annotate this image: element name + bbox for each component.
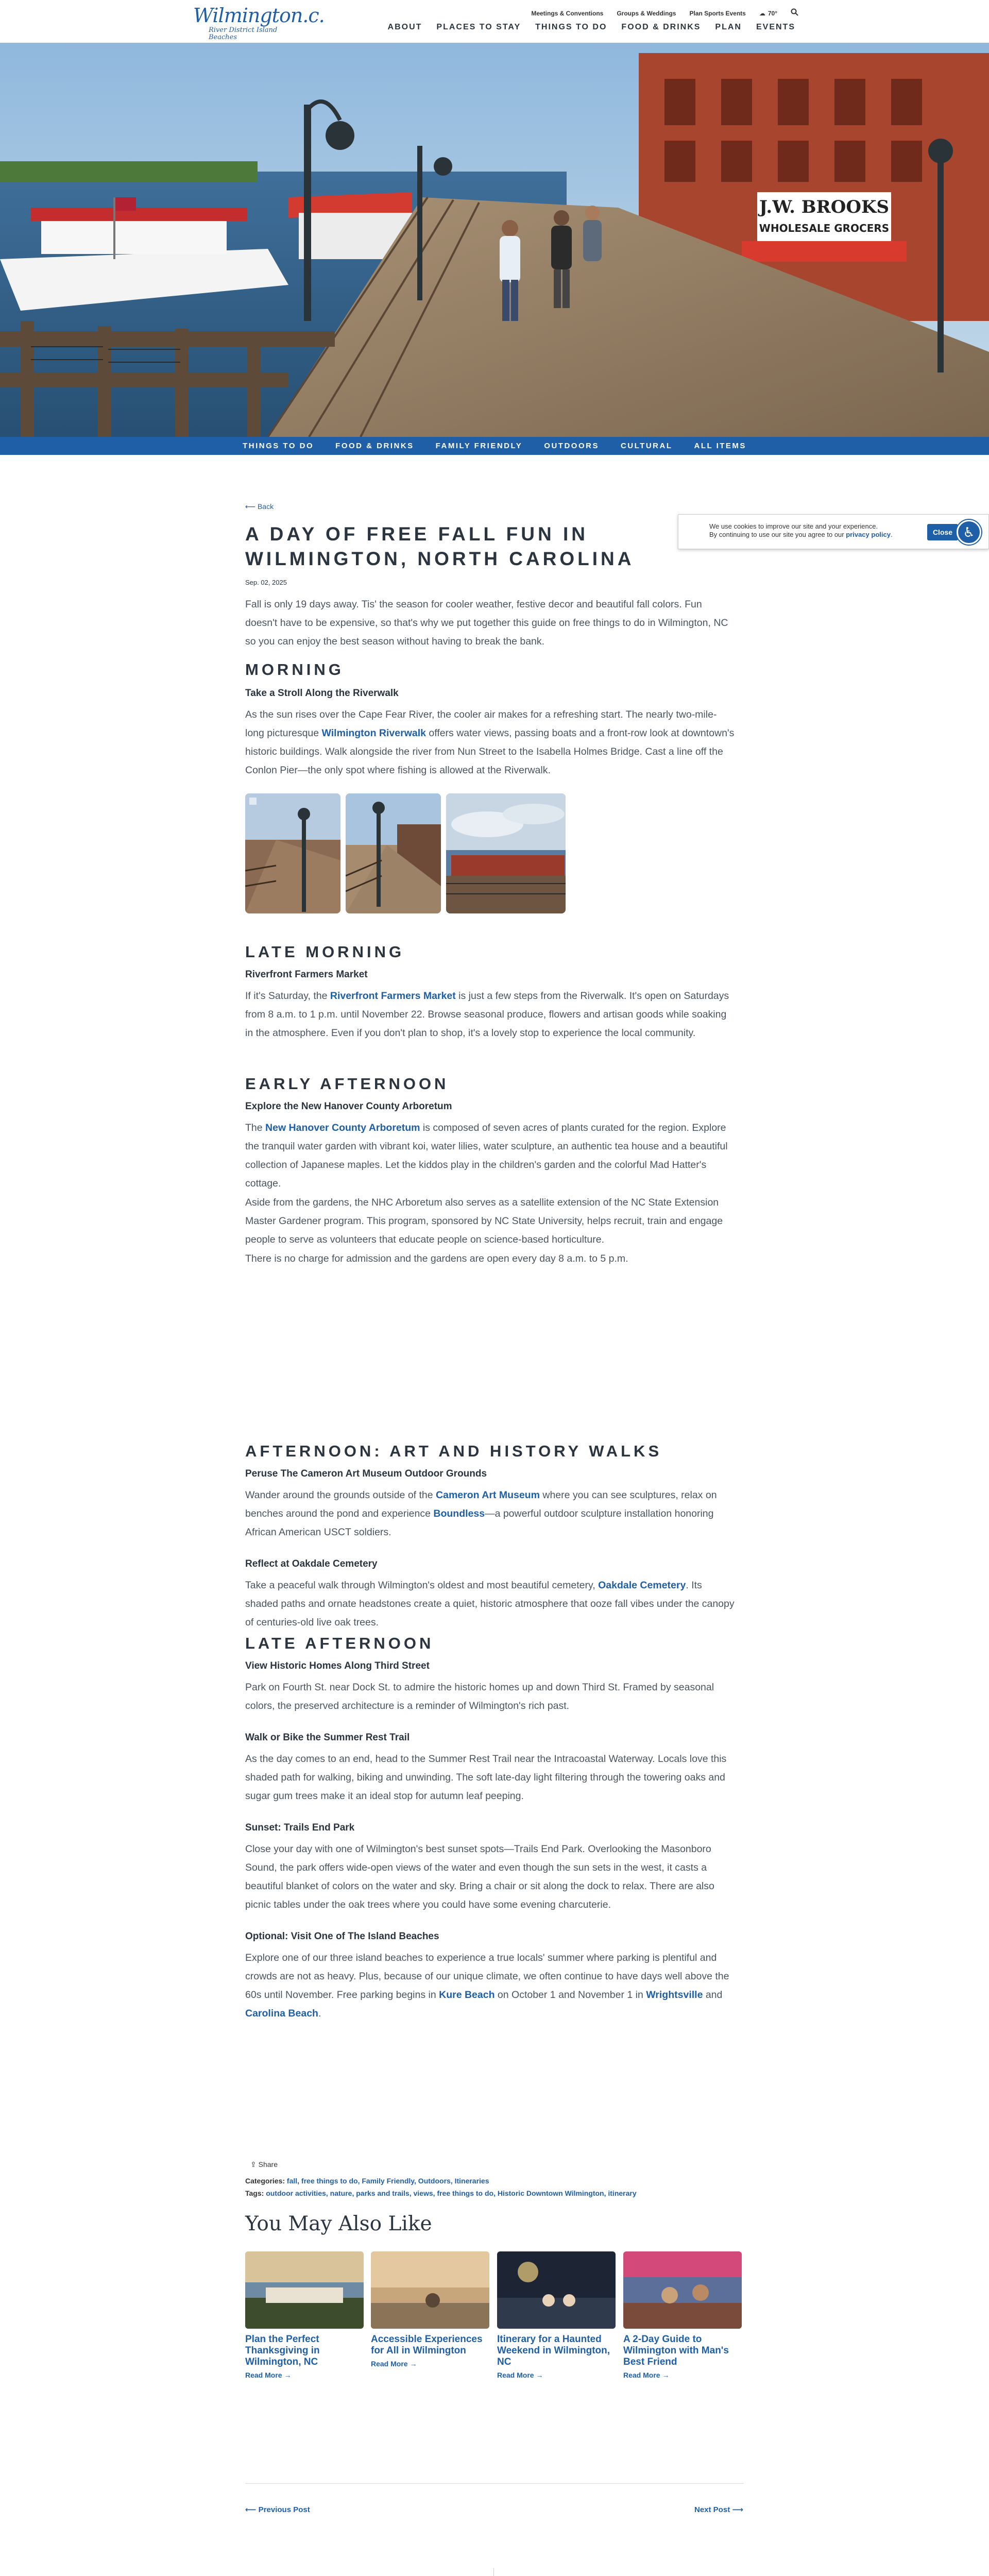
- gallery-expand-icon[interactable]: [249, 798, 257, 805]
- site-logo[interactable]: [193, 4, 325, 41]
- back-link[interactable]: ⟵ Back: [245, 502, 274, 511]
- temperature: 70°: [768, 9, 777, 17]
- link-boundless[interactable]: Boundless: [433, 1508, 485, 1519]
- subheading-oakdale-cemetery: Reflect at Oakdale Cemetery: [245, 1558, 378, 1569]
- paragraph-island-beaches: [245, 1948, 735, 2023]
- tags-label: Tags:: [245, 2189, 264, 2197]
- nav-things-to-do[interactable]: THINGS TO DO: [535, 23, 607, 31]
- subheading-riverwalk: Take a Stroll Along the Riverwalk: [245, 688, 399, 699]
- related-card-image: [245, 2251, 364, 2329]
- read-more-link[interactable]: Read More →: [497, 2371, 543, 2379]
- text: The: [245, 1122, 266, 1133]
- link-cameron-art-museum[interactable]: Cameron Art Museum: [436, 1489, 540, 1501]
- util-link-meetings[interactable]: Meetings & Conventions: [531, 9, 604, 17]
- link-arboretum[interactable]: New Hanover County Arboretum: [265, 1122, 420, 1133]
- text: —a powerful outdoor sculpture installation honoring African American USCT soldiers.: [245, 1508, 714, 1538]
- subheading-farmers-market: Riverfront Farmers Market: [245, 969, 368, 980]
- text: If it's Saturday, the: [245, 990, 330, 1002]
- link-wilmington-riverwalk[interactable]: Wilmington Riverwalk: [321, 727, 426, 739]
- subnav-food-drinks[interactable]: FOOD & DRINKS: [335, 442, 414, 450]
- cookie-close-button[interactable]: Close: [927, 524, 958, 540]
- related-card-image: [623, 2251, 742, 2329]
- cookie-text-1: We use cookies to improve our site and your experience.: [709, 522, 878, 530]
- tags-links[interactable]: outdoor activities, nature, parks and trails, views, free things to do, Historic Downtown Wilmington, itinerary: [266, 2189, 637, 2197]
- link-riverfront-farmers-market[interactable]: Riverfront Farmers Market: [330, 990, 456, 1002]
- utility-nav: [531, 8, 798, 18]
- link-wrightsville[interactable]: Wrightsville: [646, 1989, 703, 2001]
- text: Explore one of our three island beaches to experience a true locals' summer where parking is plentiful and crowds are not as heavy. Plus, because of our unique climate, we often continue to have days well above the 60s until November. Free parking begins in: [245, 1952, 729, 2001]
- image-gallery: [245, 793, 566, 913]
- section-heading-afternoon: AFTERNOON: ART AND HISTORY WALKS: [245, 1442, 662, 1460]
- categories-row: [245, 2175, 740, 2187]
- text: is just a few steps from the Riverwalk. It's open on Saturdays from 8 a.m. to 1 p.m. until November 22. Browse seasonal produce, flowers and artisan goods while soaking in the atmosphere. Even if you don't plan to shop, it's a lovely stop to experience the local community.: [245, 990, 729, 1039]
- subnav-outdoors[interactable]: OUTDOORS: [544, 442, 599, 450]
- text: .: [318, 2008, 321, 2019]
- divider: [245, 2483, 744, 2484]
- logo-tagline: River District Island Beaches: [209, 26, 278, 41]
- related-heading: You May Also Like: [245, 2212, 432, 2235]
- text: where you can see sculptures, relax on benches around the pond and experience: [245, 1489, 717, 1519]
- text: is composed of seven acres of plants curated for the region. Explore the tranquil water garden with vibrant koi, water lilies, water sculpture, an authentic tea house and a beautiful collection of Japanese maples. Let the kiddos play in the children's garden and the colorful Mad Hatter's cottage.: [245, 1122, 728, 1189]
- related-card-image: [371, 2251, 489, 2329]
- next-post-link[interactable]: Next Post ⟶: [694, 2505, 743, 2514]
- read-more-link[interactable]: Read More →: [245, 2371, 292, 2379]
- accessibility-icon[interactable]: ♿: [957, 520, 981, 545]
- text: offers water views, passing boats and a front-row look at downtown's historic buildings. Walk alongside the river from Nun Street to the Isabella Holmes Bridge. Cast a line off the Conlon Pier—the only spot where fishing is allowed at the Riverwalk.: [245, 727, 735, 776]
- util-link-groups[interactable]: Groups & Weddings: [617, 9, 676, 17]
- paragraph-summer-rest-trail: As the day comes to an end, head to the Summer Rest Trail near the Intracoastal Waterway. Locals love this shaded path for walking, biking and unwinding. The soft late-day light filtering through the towering oaks and sugar gum trees make it an ideal stop for autumn leaf peeping.: [245, 1753, 727, 1802]
- related-card[interactable]: [497, 2251, 616, 2379]
- nav-plan[interactable]: PLAN: [715, 23, 742, 31]
- util-link-sports[interactable]: Plan Sports Events: [689, 9, 746, 17]
- cookie-banner: We use cookies to improve our site and your experience. By continuing to use our site you agree to our privacy policy. Close ♿: [678, 514, 989, 549]
- read-more-link[interactable]: Read More →: [623, 2371, 670, 2379]
- paragraph-arboretum: [245, 1118, 735, 1193]
- paragraph-farmers-market: [245, 987, 735, 1042]
- site-header: [0, 0, 989, 43]
- link-carolina-beach[interactable]: Carolina Beach: [245, 2008, 318, 2019]
- link-oakdale-cemetery[interactable]: Oakdale Cemetery: [598, 1580, 686, 1591]
- paragraph-riverwalk: [245, 705, 735, 779]
- tags-row: [245, 2188, 740, 2199]
- paragraph-third-street: Park on Fourth St. near Dock St. to admire the historic homes up and down Third St. Framed by seasonal colors, the preserved architecture is a reminder of Wilmington's rich past.: [245, 1682, 714, 1711]
- related-card-title[interactable]: Plan the Perfect Thanksgiving in Wilmington, NC: [245, 2334, 320, 2367]
- related-card-title[interactable]: A 2-Day Guide to Wilmington with Man's Best Friend: [623, 2334, 729, 2367]
- paragraph-master-gardener: Aside from the gardens, the NHC Arboretum also serves as a satellite extension of the NC State Extension Master Gardener program. This program, sponsored by NC State University, helps recruit, train and engage people to serve as volunteers that educate people on science-based horticulture.: [245, 1197, 723, 1245]
- category-subnav: [0, 437, 989, 455]
- search-icon[interactable]: [791, 8, 798, 18]
- text: . Its shaded paths and ornate headstones create a quiet, historic atmosphere that ooze fall vibes under the canopy of centuries-old live oak trees.: [245, 1580, 735, 1628]
- section-heading-early-afternoon: EARLY AFTERNOON: [245, 1075, 449, 1093]
- paragraph-cameron-art-museum: [245, 1486, 735, 1541]
- cookie-privacy-link[interactable]: privacy policy: [846, 531, 891, 538]
- text: on October 1 and November 1 in: [494, 1989, 646, 2001]
- related-card[interactable]: [245, 2251, 364, 2379]
- subnav-cultural[interactable]: CULTURAL: [620, 442, 673, 450]
- related-card-image: [497, 2251, 616, 2329]
- cloud-icon: ☁: [759, 9, 765, 17]
- paragraph-admission: There is no charge for admission and the gardens are open every day 8 a.m. to 5 p.m.: [245, 1253, 628, 1264]
- subheading-third-street: View Historic Homes Along Third Street: [245, 1660, 430, 1671]
- text: Take a peaceful walk through Wilmington's oldest and most beautiful cemetery,: [245, 1580, 599, 1591]
- page-title: A DAY OF FREE FALL FUN IN WILMINGTON, NORTH CAROLINA: [245, 523, 635, 569]
- gallery-image-2[interactable]: [346, 793, 441, 913]
- main-nav: [388, 23, 795, 32]
- paragraph-trails-end-park: Close your day with one of Wilmington's best sunset spots—Trails End Park. Overlooking the Masonboro Sound, the park offers wide-open views of the water and even though the sun sets in the west, it casts a beautiful blanket of colors on the water and sky. Bring a chair or sit along the dock to relax. There are also picnic tables under the oak trees where you could have some evening charcuterie.: [245, 1843, 714, 1910]
- subheading-island-beaches: Optional: Visit One of The Island Beaches: [245, 1931, 439, 1942]
- related-card[interactable]: [623, 2251, 742, 2379]
- gallery-image-3[interactable]: [446, 793, 566, 913]
- hero-sign-sub: WHOLESALE GROCERS: [759, 222, 890, 234]
- promo-divider: [493, 2568, 494, 2576]
- share-label: Share: [258, 2160, 278, 2168]
- logo-text: Wilmington.c.: [193, 4, 325, 27]
- related-card-title[interactable]: Itinerary for a Haunted Weekend in Wilmington, NC: [497, 2334, 610, 2367]
- nav-food-drinks[interactable]: FOOD & DRINKS: [621, 23, 701, 31]
- subheading-cameron-art-museum: Peruse The Cameron Art Museum Outdoor Grounds: [245, 1468, 487, 1479]
- paragraph-oakdale-cemetery: [245, 1576, 735, 1632]
- categories-label: Categories:: [245, 2177, 285, 2185]
- subnav-things-to-do[interactable]: THINGS TO DO: [243, 442, 314, 450]
- share-button[interactable]: [250, 2159, 278, 2170]
- share-icon: ⇪: [250, 2160, 257, 2168]
- section-heading-late-afternoon: LATE AFTERNOON: [245, 1634, 434, 1652]
- nav-about[interactable]: ABOUT: [387, 23, 422, 31]
- subheading-arboretum: Explore the New Hanover County Arboretum: [245, 1101, 452, 1112]
- previous-post-link[interactable]: ⟵ Previous Post: [245, 2505, 310, 2514]
- text: Wander around the grounds outside of the: [245, 1489, 436, 1501]
- cookie-text-2: By continuing to use our site you agree to our: [709, 531, 844, 538]
- read-more-link[interactable]: Read More →: [371, 2360, 417, 2368]
- subnav-family-friendly[interactable]: FAMILY FRIENDLY: [435, 442, 523, 450]
- section-heading-late-morning: LATE MORNING: [245, 943, 405, 961]
- back-label: Back: [257, 502, 274, 511]
- subheading-summer-rest-trail: Walk or Bike the Summer Rest Trail: [245, 1732, 410, 1743]
- post-date: Sep. 02, 2025: [245, 579, 287, 586]
- text: As the sun rises over the Cape Fear River, the cooler air makes for a refreshing start. The nearly two-mile-long picturesque: [245, 709, 717, 739]
- related-card[interactable]: [371, 2251, 489, 2368]
- nav-places-to-stay[interactable]: PLACES TO STAY: [436, 23, 521, 31]
- hero-sign-main: J.W. BROOKS: [759, 197, 890, 217]
- section-heading-morning: MORNING: [245, 660, 344, 679]
- gallery-image-1[interactable]: [245, 793, 340, 913]
- related-card-title[interactable]: Accessible Experiences for All in Wilmington: [371, 2334, 483, 2356]
- nav-events[interactable]: EVENTS: [756, 23, 795, 31]
- text: and: [703, 1989, 723, 2001]
- categories-links[interactable]: fall, free things to do, Family Friendly, Outdoors, Itineraries: [286, 2177, 489, 2185]
- subheading-trails-end-park: Sunset: Trails End Park: [245, 1822, 355, 1833]
- hero-image: [0, 43, 989, 437]
- intro-paragraph: Fall is only 19 days away. Tis' the season for cooler weather, festive decor and beautiful fall colors. Fun doesn't have to be expensive, so that's why we put together this guide on free things to do in Wilmington, NC so you can enjoy the best season without having to break the bank.: [245, 599, 728, 647]
- link-kure-beach[interactable]: Kure Beach: [439, 1989, 495, 2001]
- weather-widget: [759, 10, 777, 17]
- subnav-all-items[interactable]: ALL ITEMS: [694, 442, 746, 450]
